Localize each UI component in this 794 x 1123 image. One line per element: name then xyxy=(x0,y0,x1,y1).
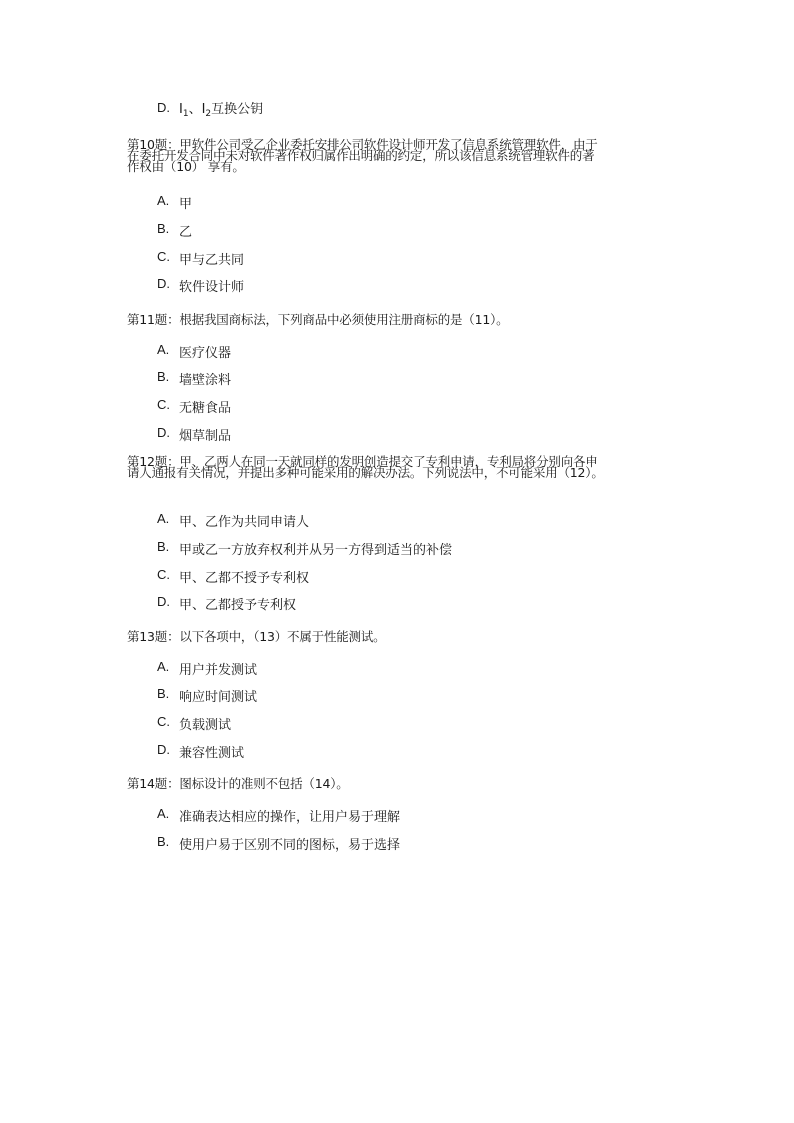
q13-option-d xyxy=(157,741,244,761)
option-letter: D. xyxy=(157,100,170,115)
option-letter: C. xyxy=(157,714,170,729)
question-12-stem: 第12题：甲、乙两人在同一天就同样的发明创造提交了专利申请，专利局将分别向各申请人通报有关情况，并提出多种可能采用的解决办法。下列说法中，不可能采用（12）。 xyxy=(127,454,604,480)
q11-option-c xyxy=(157,396,231,416)
option-letter: C. xyxy=(157,397,170,412)
option-letter: C. xyxy=(157,249,170,264)
q10-option-c xyxy=(157,248,244,268)
option-text: 无糖食品 xyxy=(179,401,232,416)
q10-option-b xyxy=(157,220,192,240)
q12-option-b xyxy=(157,538,452,558)
option-text: 用户并发测试 xyxy=(179,663,258,678)
option-text: 甲、乙都不授予专利权 xyxy=(179,571,310,586)
q11-option-d xyxy=(157,424,231,444)
option-letter: A. xyxy=(157,193,170,208)
option-text: 甲或乙一方放弃权利并从另一方得到适当的补偿 xyxy=(179,543,453,558)
option-letter: C. xyxy=(157,567,170,582)
option-text: 准确表达相应的操作，让用户易于理解 xyxy=(179,810,401,825)
option-letter: D. xyxy=(157,425,170,440)
option-letter: A. xyxy=(157,659,170,674)
q10-option-d xyxy=(157,275,244,295)
option-text: 负载测试 xyxy=(179,718,232,733)
option-letter: B. xyxy=(157,539,170,554)
q9-option-d xyxy=(157,99,263,119)
q13-option-c xyxy=(157,713,231,733)
q10-option-a xyxy=(157,192,192,212)
option-text: 医疗仪器 xyxy=(179,346,232,361)
question-13-stem: 第13题：以下各项中，（13）不属于性能测试。 xyxy=(127,629,386,644)
option-text: 乙 xyxy=(179,225,193,240)
option-letter: B. xyxy=(157,369,170,384)
option-letter: D. xyxy=(157,594,170,609)
question-10-stem: 第10题：甲软件公司受乙企业委托安排公司软件设计师开发了信息系统管理软件，由于在委托开发合同中未对软件著作权归属作出明确的约定，所以该信息系统管理软件的著作权由（10） 享有。 xyxy=(127,137,598,174)
q13-option-b xyxy=(157,685,257,705)
option-text: 软件设计师 xyxy=(179,280,245,295)
option-letter: B. xyxy=(157,686,170,701)
option-letter: A. xyxy=(157,342,170,357)
q12-option-d xyxy=(157,593,296,613)
option-letter: B. xyxy=(157,221,170,236)
q12-option-c xyxy=(157,566,309,586)
option-text: 甲、乙都授予专利权 xyxy=(179,598,297,613)
question-11-stem: 第11题：根据我国商标法，下列商品中必须使用注册商标的是（11）。 xyxy=(127,312,509,327)
option-letter: D. xyxy=(157,276,170,291)
option-text: 响应时间测试 xyxy=(179,690,258,705)
option-text: 兼容性测试 xyxy=(179,746,245,761)
option-text: 墙壁涂料 xyxy=(179,373,232,388)
option-letter: A. xyxy=(157,511,170,526)
option-text: 甲、乙作为共同申请人 xyxy=(179,515,310,530)
option-text: 甲 xyxy=(179,197,193,212)
q11-option-b xyxy=(157,368,231,388)
option-text: 烟草制品 xyxy=(179,429,232,444)
q12-option-a xyxy=(157,510,309,530)
q14-option-a xyxy=(157,805,400,825)
option-letter: D. xyxy=(157,742,170,757)
option-text: $I_1$、$I_2$互换公钥 xyxy=(179,102,264,119)
q13-option-a xyxy=(157,658,257,678)
q14-option-b xyxy=(157,833,400,853)
option-letter: B. xyxy=(157,834,170,849)
option-letter: A. xyxy=(157,806,170,821)
option-text: 使用户易于区别不同的图标，易于选择 xyxy=(179,838,401,853)
q11-option-a xyxy=(157,341,231,361)
question-14-stem: 第14题：图标设计的准则不包括（14）。 xyxy=(127,776,349,791)
option-text: 甲与乙共同 xyxy=(179,253,245,268)
